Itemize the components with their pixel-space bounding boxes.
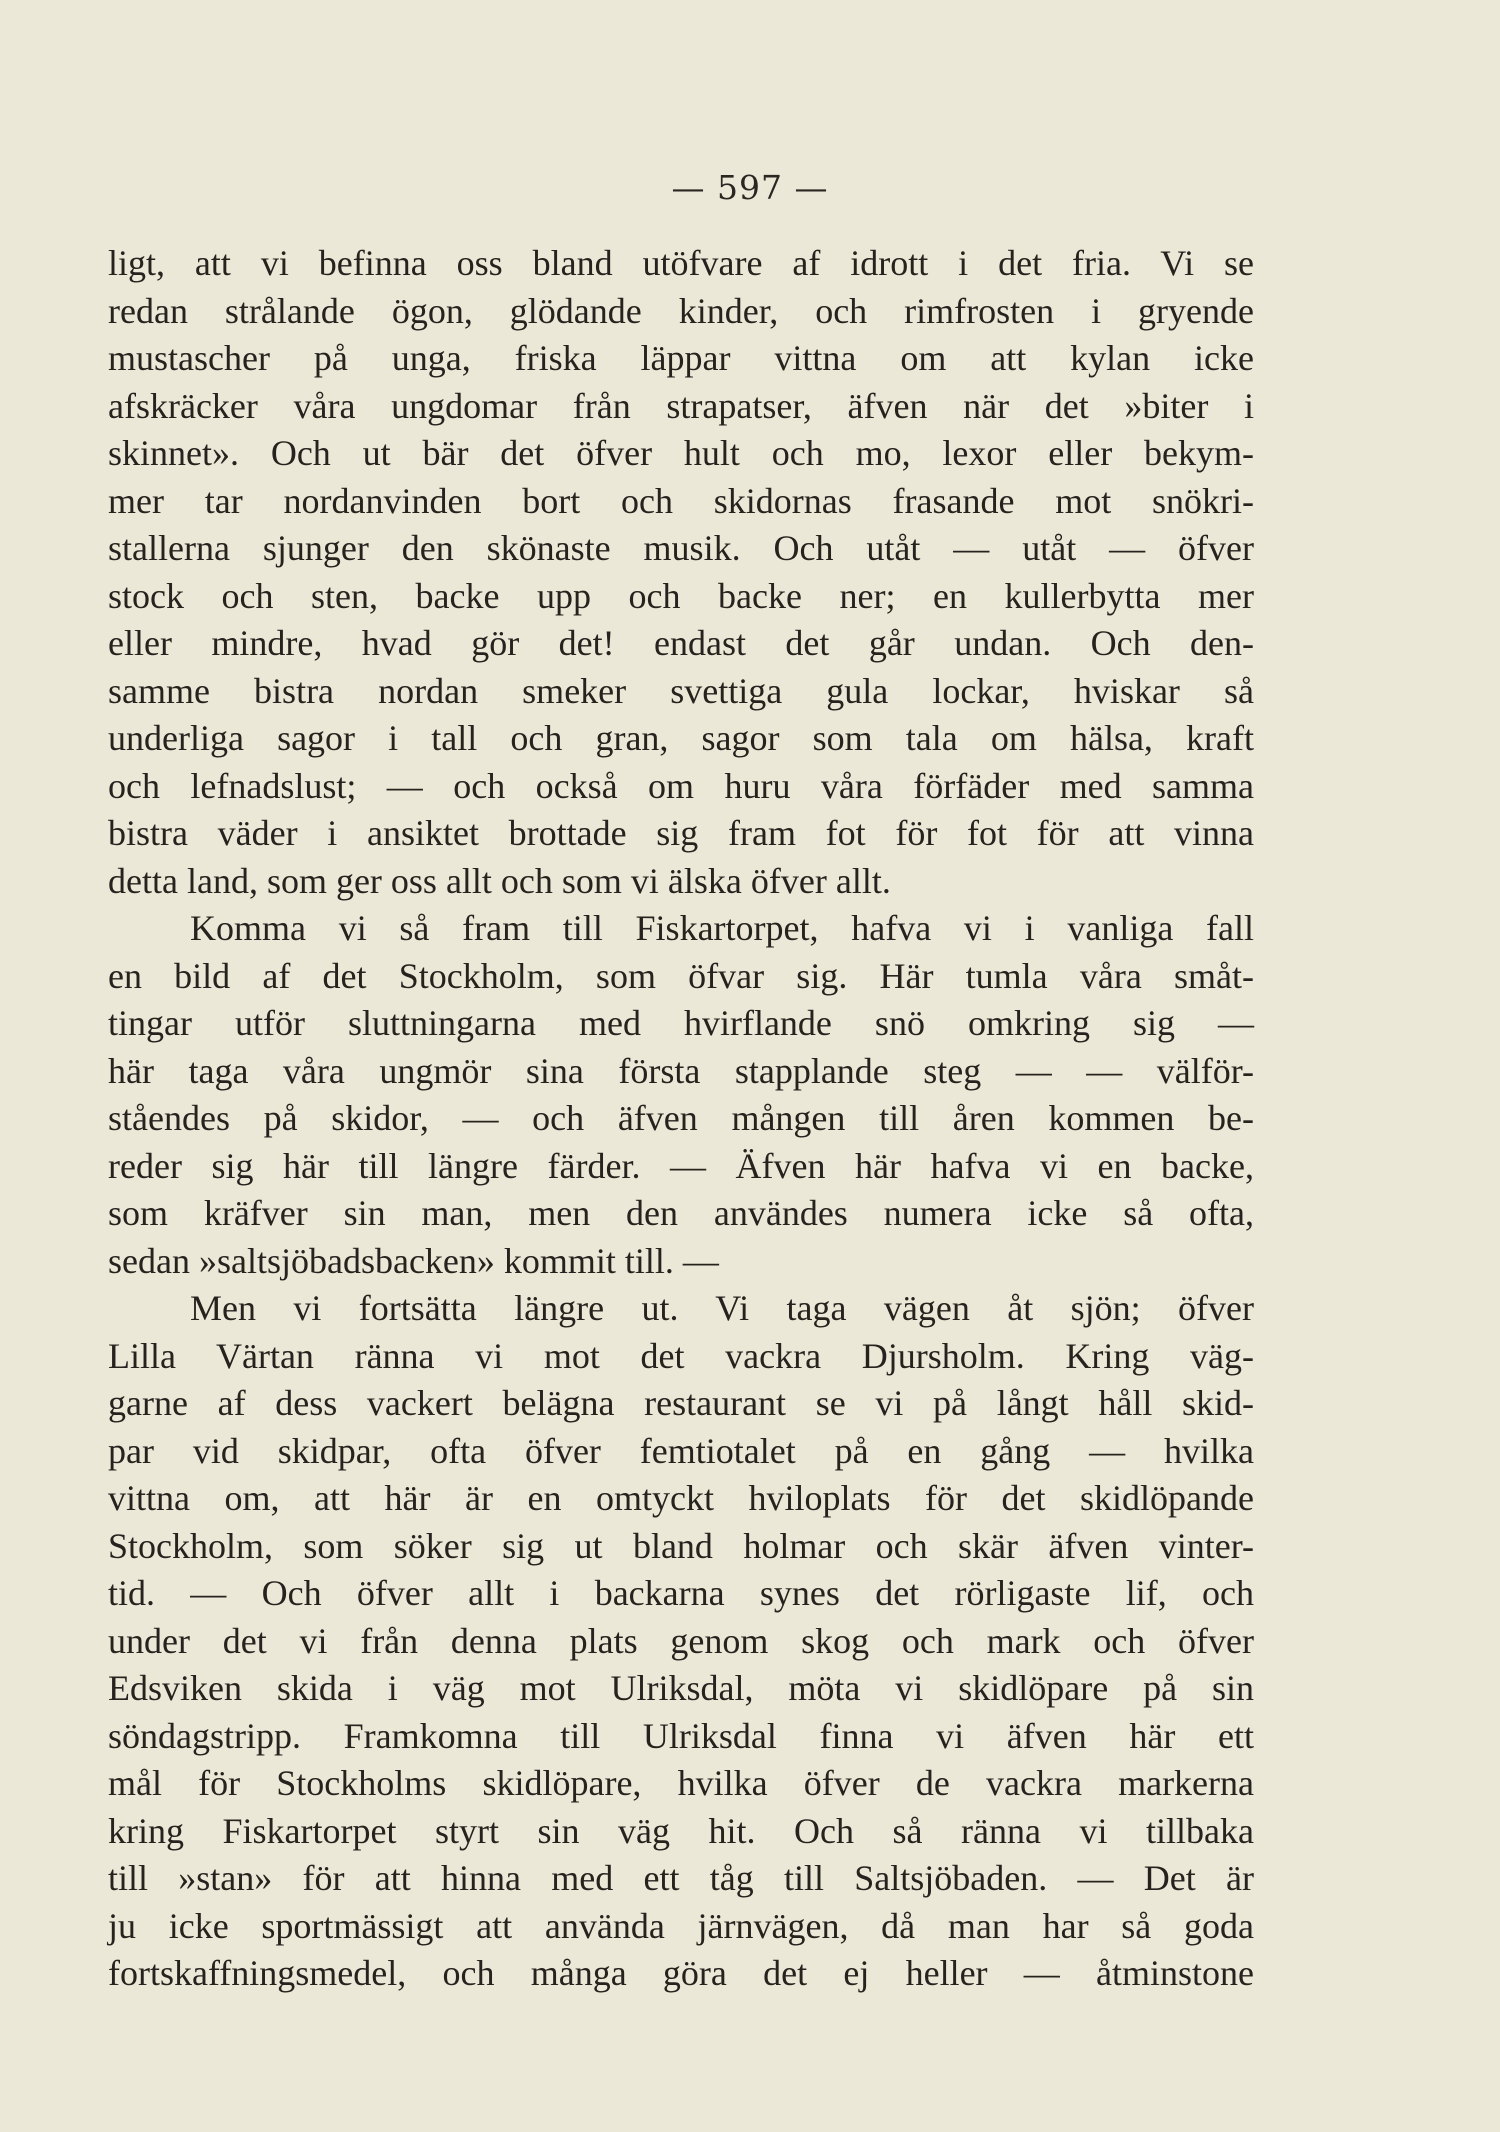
text-line: kring Fiskartorpet styrt sin väg hit. Och så ränna vi tillbaka bbox=[108, 1810, 1254, 1851]
text-line: underliga sagor i tall och gran, sagor som tala om hälsa, kraft bbox=[108, 718, 1254, 758]
text-line: detta land, som ger oss allt och som vi älska öfver allt. bbox=[108, 860, 891, 901]
body-text bbox=[108, 240, 1254, 1998]
text-line: afskräcker våra ungdomar från strapatser, äfven när det »biter i bbox=[108, 385, 1254, 426]
text-line: ligt, att vi befinna oss bland utöfvare af idrott i det fria. Vi se bbox=[108, 243, 1254, 283]
paragraph bbox=[108, 905, 1254, 1285]
text-line: stallerna sjunger den skönaste musik. Och utåt — utåt — öfver bbox=[108, 528, 1254, 568]
text-line: under det vi från denna plats genom skog och mark och öfver bbox=[108, 1620, 1254, 1661]
text-line: ju icke sportmässigt att använda järnvägen, då man har så goda bbox=[108, 1905, 1254, 1946]
text-line: Komma vi så fram till Fiskartorpet, hafva vi i vanliga fall bbox=[190, 908, 1254, 948]
text-line: söndagstripp. Framkomna till Ulriksdal finna vi äfven här ett bbox=[108, 1715, 1254, 1756]
text-line: Stockholm, som söker sig ut bland holmar och skär äfven vinter- bbox=[108, 1525, 1254, 1566]
text-line: sedan »saltsjöbadsbacken» kommit till. — bbox=[108, 1240, 719, 1281]
text-line: och lefnadslust; — och också om huru våra förfäder med samma bbox=[108, 765, 1254, 806]
text-line: Men vi fortsätta längre ut. Vi taga vägen åt sjön; öfver bbox=[190, 1288, 1254, 1328]
page-number: — 597 — bbox=[671, 168, 829, 207]
text-line: Edsviken skida i väg mot Ulriksdal, möta vi skidlöpare på sin bbox=[108, 1668, 1254, 1708]
text-line: fortskaffningsmedel, och många göra det ej heller — åtminstone bbox=[108, 1953, 1254, 1993]
text-line: tid. — Och öfver allt i backarna synes det rörligaste lif, och bbox=[108, 1573, 1254, 1613]
text-line: mål för Stockholms skidlöpare, hvilka öfver de vackra markerna bbox=[108, 1763, 1254, 1803]
text-line: mer tar nordanvinden bort och skidornas frasande mot snökri- bbox=[108, 480, 1254, 521]
text-line: här taga våra ungmör sina första stapplande steg — — välför- bbox=[108, 1050, 1254, 1091]
text-line: par vid skidpar, ofta öfver femtiotalet på en gång — hvilka bbox=[108, 1430, 1254, 1471]
text-line: en bild af det Stockholm, som öfvar sig. Här tumla våra småt- bbox=[108, 955, 1254, 996]
text-line: skinnet». Och ut bär det öfver hult och mo, lexor eller bekym- bbox=[108, 433, 1254, 473]
text-line: till »stan» för att hinna med ett tåg till Saltsjöbaden. — Det är bbox=[108, 1858, 1254, 1898]
text-line: Lilla Värtan ränna vi mot det vackra Djursholm. Kring väg- bbox=[108, 1335, 1254, 1376]
text-line: reder sig här till längre färder. — Äfven här hafva vi en backe, bbox=[108, 1145, 1254, 1186]
text-line: ståendes på skidor, — och äfven mången till åren kommen be- bbox=[108, 1098, 1254, 1138]
text-line: samme bistra nordan smeker svettiga gula lockar, hviskar så bbox=[108, 670, 1254, 711]
paragraph bbox=[108, 240, 1254, 905]
text-line: redan strålande ögon, glödande kinder, och rimfrosten i gryende bbox=[108, 290, 1254, 331]
paragraph bbox=[108, 1285, 1254, 1998]
text-line: tingar utför sluttningarna med hvirflande snö omkring sig — bbox=[108, 1003, 1254, 1043]
text-line: mustascher på unga, friska läppar vittna om att kylan icke bbox=[108, 338, 1254, 378]
text-line: vittna om, att här är en omtyckt hviloplats för det skidlöpande bbox=[108, 1478, 1254, 1518]
text-line: eller mindre, hvad gör det! endast det går undan. Och den- bbox=[108, 623, 1254, 663]
text-line: bistra väder i ansiktet brottade sig fram fot för fot för att vinna bbox=[108, 813, 1254, 853]
text-line: som kräfver sin man, men den användes numera icke så ofta, bbox=[108, 1193, 1254, 1233]
text-line: garne af dess vackert belägna restaurant se vi på långt håll skid- bbox=[108, 1383, 1254, 1423]
text-line: stock och sten, backe upp och backe ner; en kullerbytta mer bbox=[108, 575, 1254, 616]
